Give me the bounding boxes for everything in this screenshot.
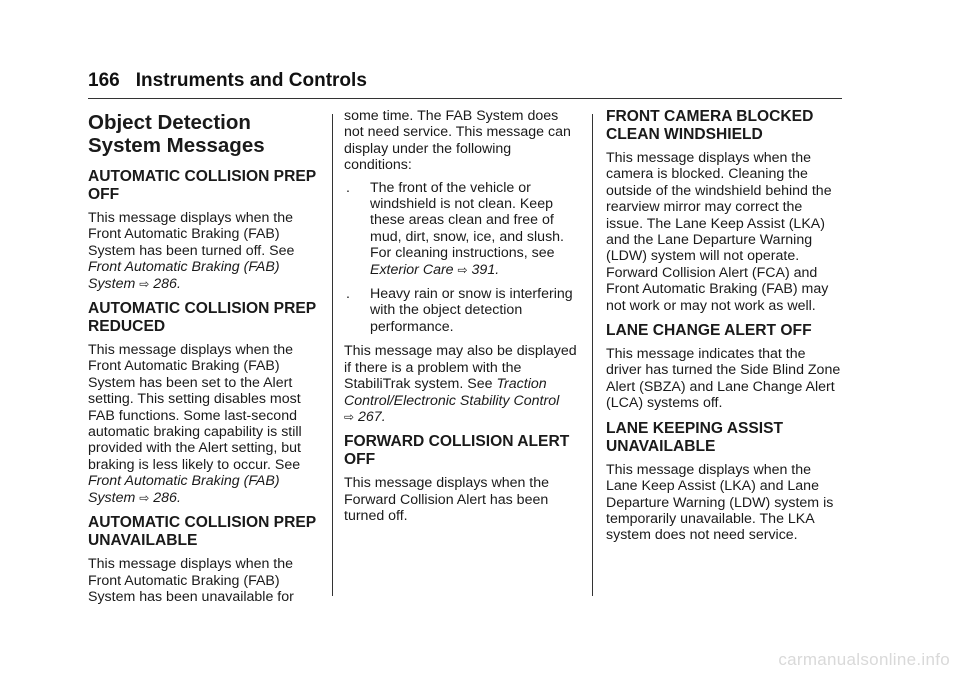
bullet-icon: .: [346, 179, 350, 196]
page-reference-arrow-icon: ⇨: [344, 409, 355, 424]
page-reference-arrow-icon: ⇨: [139, 490, 150, 505]
heading-automatic-collision-prep-reduced: AUTOMATIC COLLISION PREP REDUCED: [88, 300, 316, 336]
paragraph-automatic-collision-prep-off: This message displays when the Front Automatic Braking (FAB) System has been turned off. See Front Automatic Braking (FAB) System ⇨ 286.: [88, 210, 295, 292]
cross-reference-link[interactable]: Front Automatic Braking (FAB) System: [88, 259, 280, 292]
heading-automatic-collision-prep-off: AUTOMATIC COLLISION PREP OFF: [88, 168, 316, 203]
list-item: . The front of the vehicle or windshield is not clean. Keep these areas clean and free of mud, dirt, snow, ice, and slush. For cleaning instructions, see Exterior Care ⇨ 391.: [346, 179, 564, 278]
paragraph-stabilitrak: This message may also be displayed if there is a problem with the StabiliTrak system. See Traction Control/Electronic Stability Control ⇨ 267.: [344, 343, 577, 425]
paragraph-continued: some time. The FAB System does not need service. This message can display under the following conditions:: [344, 108, 571, 174]
heading-automatic-collision-prep-unavailable: AUTOMATIC COLLISION PREP UNAVAILABLE: [88, 514, 316, 550]
list-item-text: Heavy rain or snow is interfering with the object detection performance.: [370, 286, 573, 335]
paragraph-text: This message displays when the Front Automatic Braking (FAB) System has been set to the Alert setting. This setting disables most FAB functions. Some last-second automatic braking capability is still provided with the Alert setting, but braking is less likely to occur. See: [88, 342, 302, 473]
page-number: 166: [88, 70, 120, 91]
paragraph-automatic-collision-prep-unavailable: This message displays when the Front Automatic Braking (FAB) System has been unavailable for: [88, 556, 294, 605]
paragraph-lane-keeping-assist-unavailable: This message displays when the Lane Keep Assist (LKA) and Lane Departure Warning (LDW) system is temporarily unavailable. The LKA system does not need service.: [606, 461, 834, 544]
column-2: [344, 108, 580, 531]
cross-reference-link[interactable]: Exterior Care: [370, 261, 454, 278]
paragraph-forward-collision-alert-off: This message displays when the Forward Collision Alert has been turned off.: [344, 475, 550, 525]
conditions-list: [344, 180, 580, 336]
paragraph-lane-change-alert-off: This message indicates that the driver has turned the Side Blind Zone Alert (SBZA) and Lane Change Alert (LCA) systems off.: [606, 346, 841, 412]
cross-reference-link[interactable]: Front Automatic Braking (FAB) System: [88, 473, 280, 506]
page-reference-arrow-icon: ⇨: [139, 276, 150, 291]
watermark: carmanualsonline.info: [778, 650, 950, 669]
heading-forward-collision-alert-off: FORWARD COLLISION ALERT OFF: [344, 433, 570, 469]
column-divider-1: [332, 114, 333, 596]
heading-lane-keeping-assist-unavailable: LANE KEEPING ASSIST UNAVAILABLE: [606, 419, 784, 455]
heading-front-camera-blocked: FRONT CAMERA BLOCKED CLEAN WINDSHIELD: [606, 108, 814, 143]
bullet-icon: .: [346, 286, 350, 303]
page-reference-arrow-icon: ⇨: [457, 262, 468, 277]
heading-lane-change-alert-off: LANE CHANGE ALERT OFF: [606, 322, 812, 340]
column-1: [88, 108, 320, 611]
page-header-title: Instruments and Controls: [135, 70, 367, 91]
section-title: Object Detection System Messages: [88, 111, 265, 157]
page-reference[interactable]: 267: [358, 408, 382, 425]
page-reference[interactable]: 286: [153, 489, 177, 506]
paragraph-text: This message may also be displayed if there is a problem with the StabiliTrak system. See: [344, 343, 577, 393]
paragraph-front-camera-blocked: This message displays when the camera is blocked. Cleaning the outside of the windshield behind the rearview mirror may correct the issue. The Lane Keep Assist (LKA) and the Lane Departure Warning (LDW) system will not operate. Forward Collision Alert (FCA) and Front Automatic Braking (FAB) may not work or may not work as well.: [606, 150, 832, 314]
cross-reference-link[interactable]: Traction Control/Electronic Stability Control: [344, 376, 560, 409]
column-3: [606, 108, 842, 550]
paragraph-automatic-collision-prep-reduced: This message displays when the Front Automatic Braking (FAB) System has been set to the Alert setting. This setting disables most FAB functions. Some last-second automatic braking capability is still provided with the Alert setting, but braking is less likely to occur. See Front Automatic Braking (FAB) System ⇨ 286.: [88, 342, 302, 506]
list-item-text: The front of the vehicle or windshield is not clean. Keep these areas clean and free of mud, dirt, snow, ice, and slush. For cleaning instructions, see: [370, 179, 564, 262]
page-header: [88, 70, 367, 92]
list-item: [344, 286, 580, 335]
page-reference[interactable]: 286: [153, 275, 177, 292]
page-reference[interactable]: 391: [471, 261, 496, 278]
column-divider-2: [592, 114, 593, 596]
paragraph-text: This message displays when the Front Automatic Braking (FAB) System has been turned off. See: [88, 210, 295, 259]
header-rule: [88, 98, 842, 99]
